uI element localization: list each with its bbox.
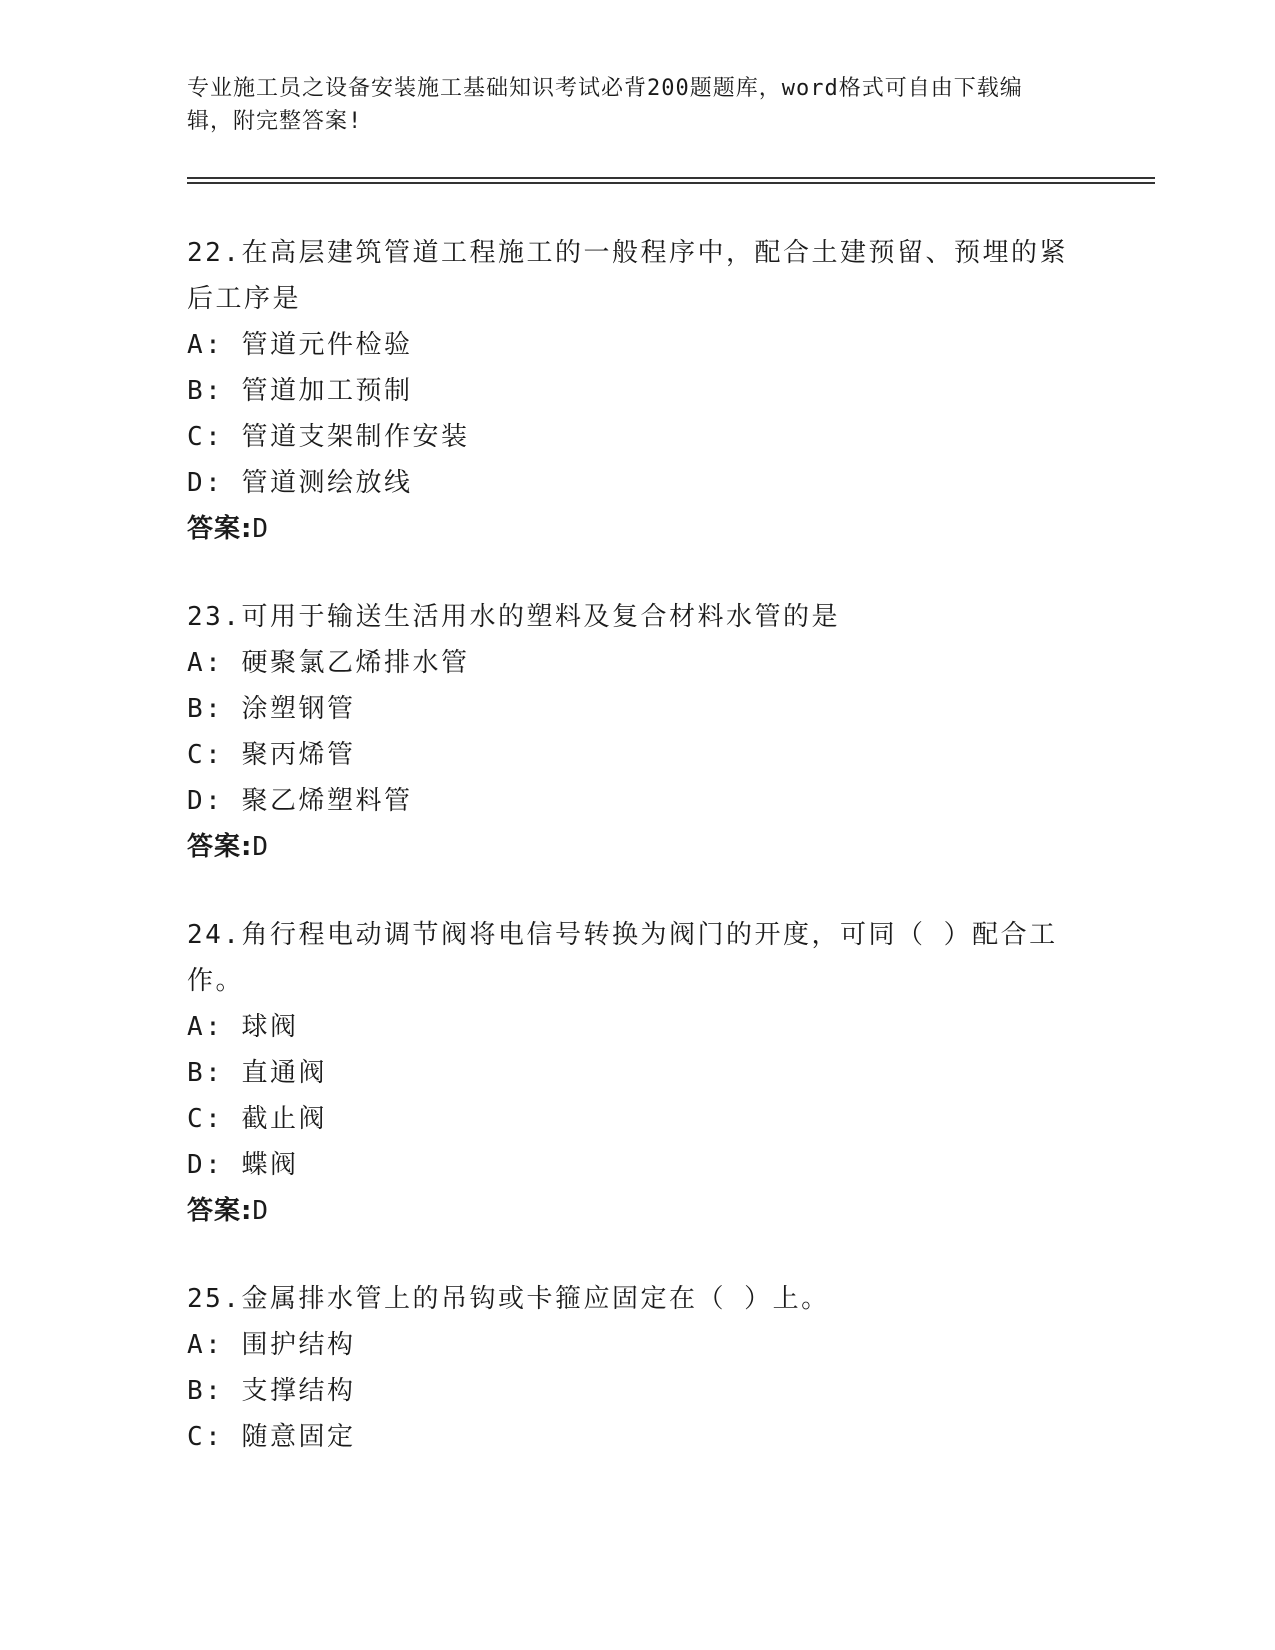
answer-value: D — [252, 1196, 270, 1226]
header-rule-bottom — [187, 182, 1155, 184]
document-title: 专业施工员之设备安装施工基础知识考试必背200题题库，word格式可自由下载编辑，附完整答案! — [187, 76, 1023, 134]
option-a: A: 球阀 — [187, 1012, 299, 1042]
answer-value: D — [252, 832, 270, 862]
answer-value: D — [252, 514, 270, 544]
option-a: A: 管道元件检验 — [187, 330, 413, 360]
option-c: C: 随意固定 — [187, 1422, 356, 1452]
option-a: A: 围护结构 — [187, 1330, 356, 1360]
answer-line — [187, 1188, 1087, 1234]
option-b: B: 支撑结构 — [187, 1376, 356, 1406]
header-rule-top — [187, 177, 1155, 179]
option-a: A: 硬聚氯乙烯排水管 — [187, 648, 470, 678]
answer-line — [187, 824, 1087, 870]
option-d: D: 蝶阀 — [187, 1150, 299, 1180]
question-24 — [187, 912, 1087, 1234]
question-text: 24.角行程电动调节阀将电信号转换为阀门的开度，可同（ ）配合工作。 — [187, 920, 1058, 996]
question-list — [187, 230, 1087, 1502]
option-c: C: 聚丙烯管 — [187, 740, 356, 770]
answer-line — [187, 506, 1087, 552]
option-b: B: 管道加工预制 — [187, 376, 413, 406]
option-b: B: 直通阀 — [187, 1058, 327, 1088]
answer-label: 答案: — [187, 832, 253, 862]
option-c: C: 截止阀 — [187, 1104, 327, 1134]
question-text: 22.在高层建筑管道工程施工的一般程序中，配合土建预留、预埋的紧后工序是 — [187, 238, 1068, 314]
question-text: 23.可用于输送生活用水的塑料及复合材料水管的是 — [187, 602, 840, 632]
question-23 — [187, 594, 1087, 870]
option-b: B: 涂塑钢管 — [187, 694, 356, 724]
option-d: D: 管道测绘放线 — [187, 468, 413, 498]
question-22 — [187, 230, 1087, 552]
answer-label: 答案: — [187, 514, 253, 544]
question-text: 25.金属排水管上的吊钩或卡箍应固定在（ ）上。 — [187, 1284, 830, 1314]
question-25 — [187, 1276, 1087, 1460]
option-c: C: 管道支架制作安装 — [187, 422, 470, 452]
option-d: D: 聚乙烯塑料管 — [187, 786, 413, 816]
answer-label: 答案: — [187, 1196, 253, 1226]
